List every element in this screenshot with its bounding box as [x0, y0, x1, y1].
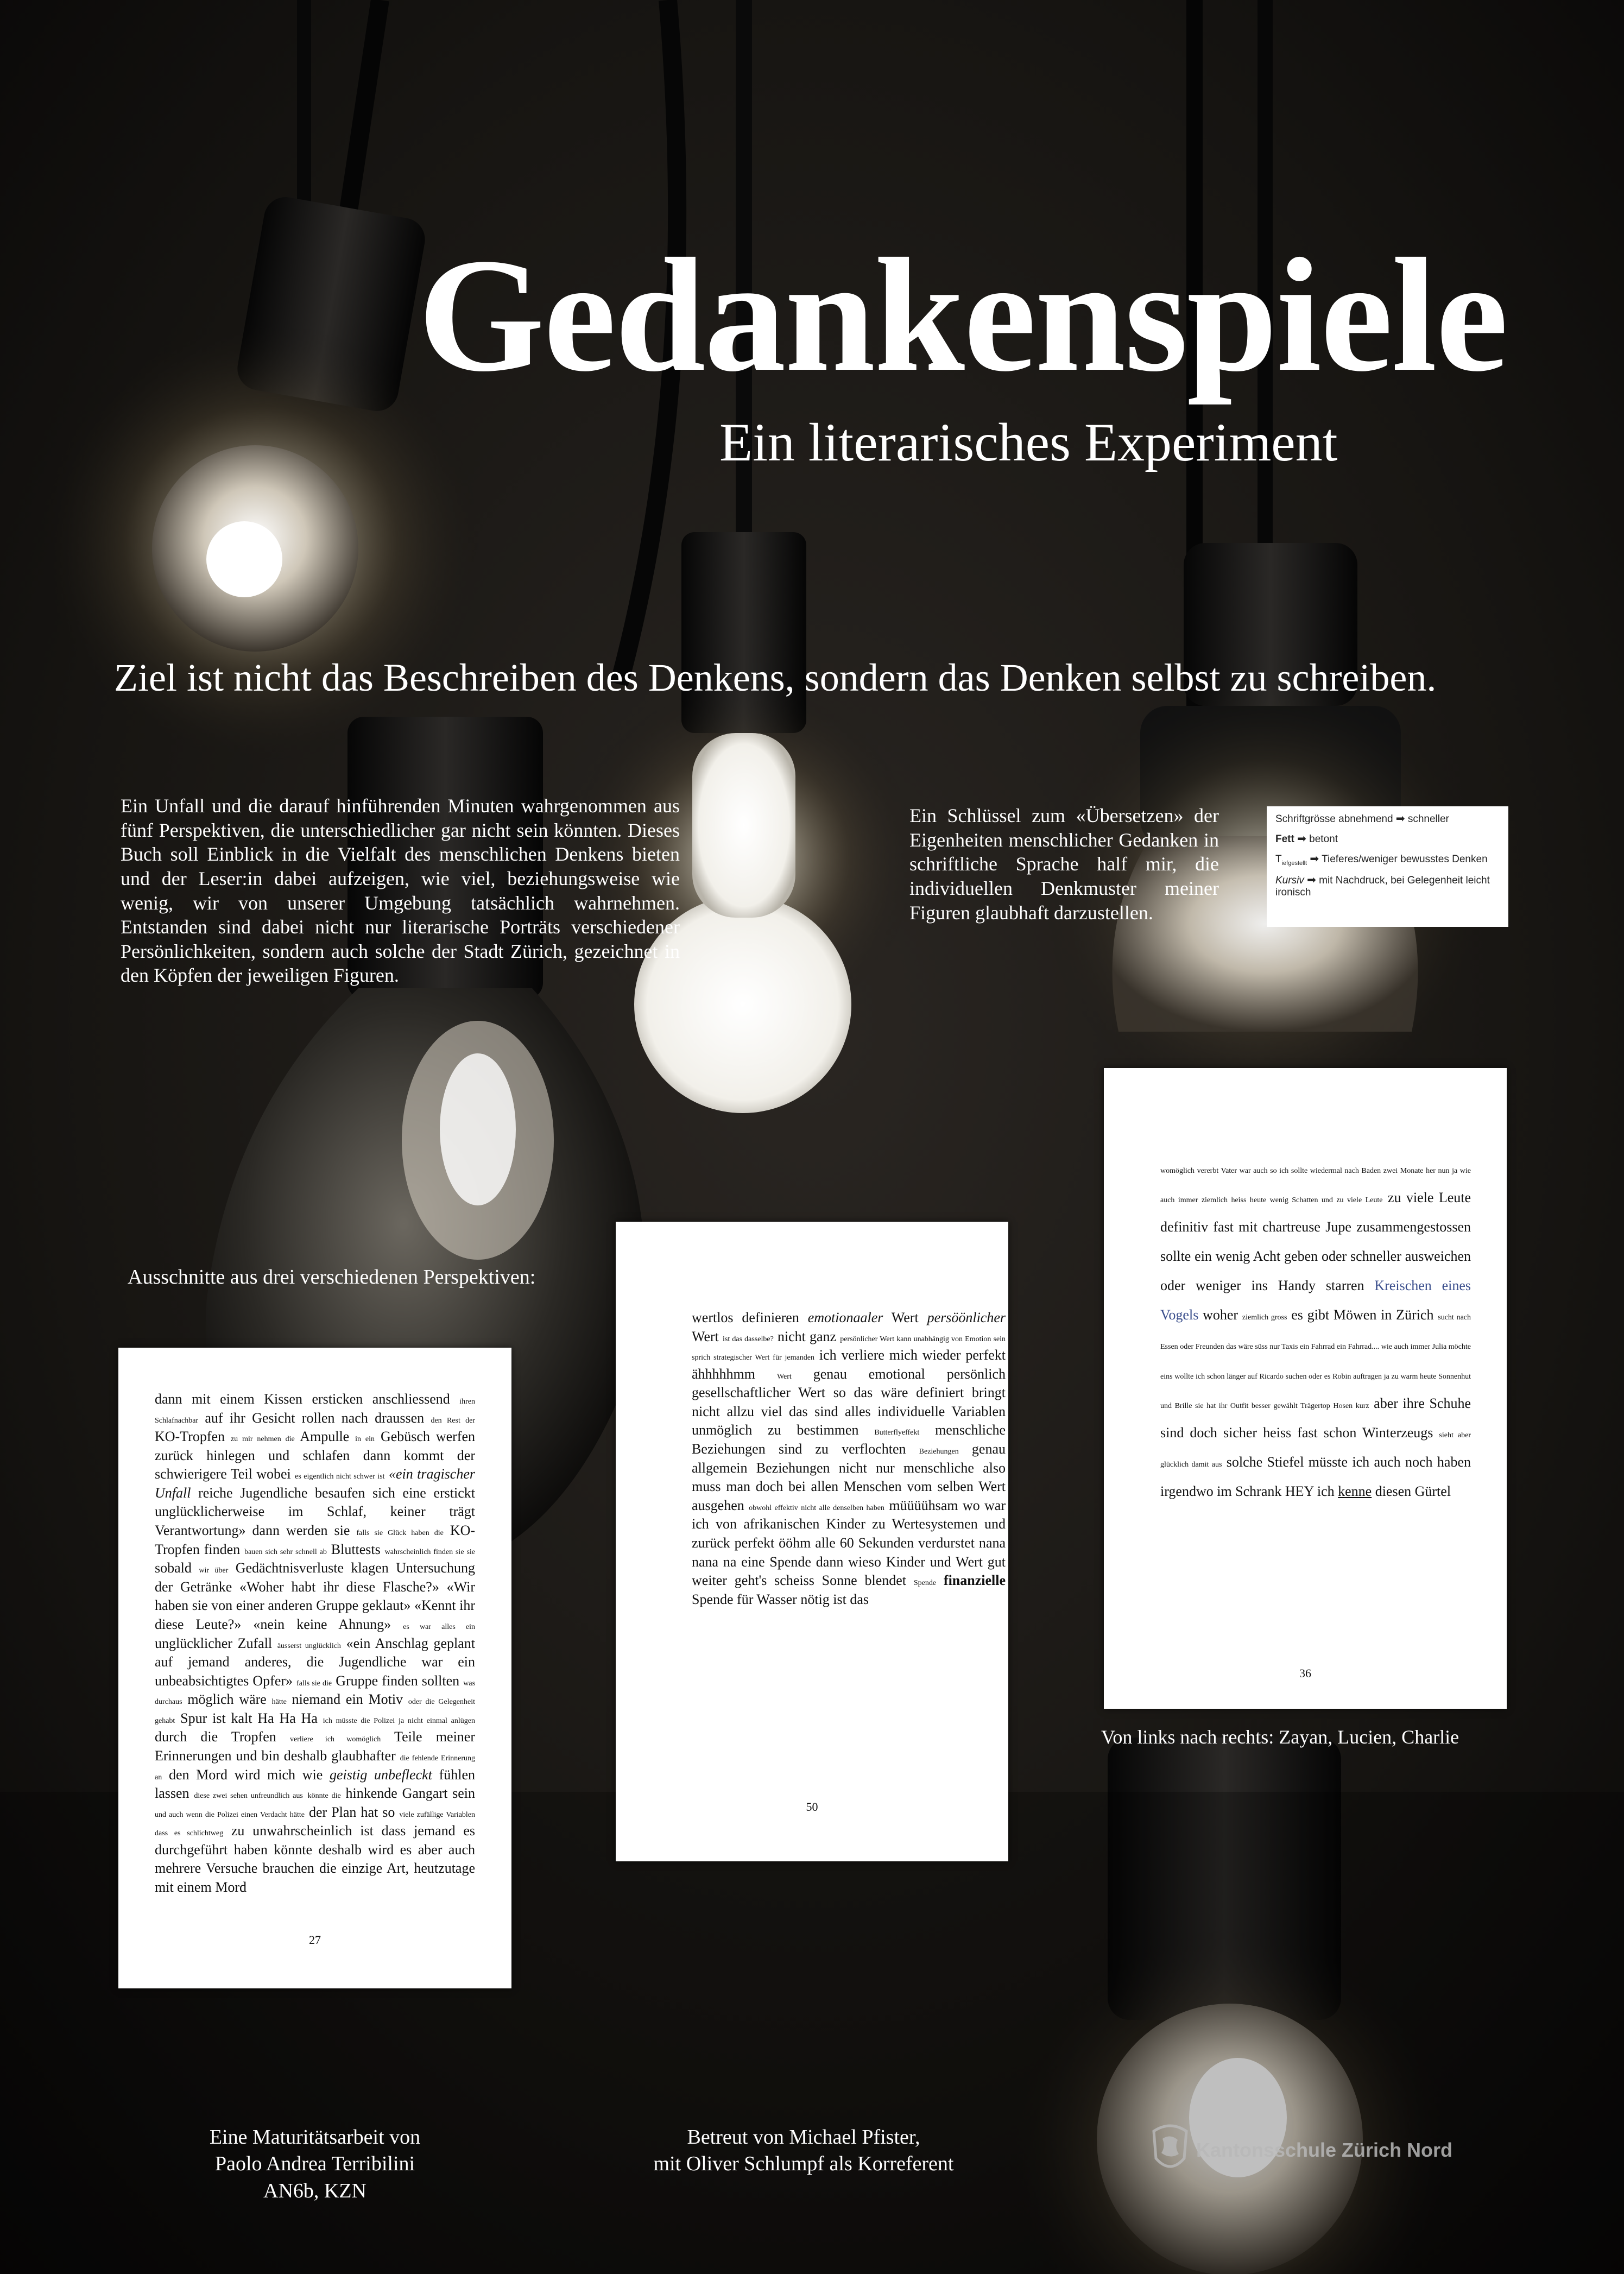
text-run: solche Stiefel müsste ich auch noch haben irgendwo im Schrank HEY ich: [1160, 1454, 1471, 1499]
legend-meaning: schneller: [1407, 813, 1449, 825]
text-run: unglücklicher Zufall: [155, 1635, 273, 1651]
page-number: 27: [309, 1933, 321, 1947]
supervisor-line: Betreut von Michael Pfister,: [687, 2126, 920, 2149]
text-run: Gedächtnisverluste klagen Untersuchung der Getränke «Woher habt ihr diese Flasche?» «Wir haben sie von einer anderen Gruppe geklaut» «Kennt ihr diese Leute?» «nein keine Ahnung»: [155, 1560, 476, 1632]
text-run-small: bauen sich sehr schnell ab: [244, 1547, 327, 1556]
text-run-small: ich müsste die Polizei ja nicht einmal anlügen: [323, 1716, 475, 1725]
excerpts-caption: Ausschnitte aus drei verschiedenen Perspektiven:: [128, 1266, 536, 1288]
page-text: [1160, 1154, 1471, 1506]
text-run-small: oder die Gelegenheit gehabt: [155, 1698, 476, 1725]
text-run-small: und auch wenn die Polizei einen Verdacht hätte: [155, 1810, 305, 1819]
text-run: niemand ein Motiv: [292, 1691, 403, 1708]
text-run-small: Wert: [776, 1372, 792, 1381]
text-run: dann mit einem Kissen ersticken anschliessend: [155, 1391, 450, 1407]
book-page-zayan: [118, 1348, 511, 1988]
legend-label: T: [1275, 854, 1282, 865]
poster-subtitle: Ein literarisches Experiment: [719, 412, 1338, 472]
text-run-small: diese zwei sehen unfreundlich aus: [194, 1792, 303, 1801]
page-text: [692, 1309, 1006, 1609]
text-run-small: viele zufällige Variablen dass es schlichtweg: [155, 1810, 476, 1838]
supervisor-credit: [614, 2124, 994, 2178]
text-run: Gruppe finden sollten: [336, 1672, 460, 1689]
text-run: es gibt Möwen in Zürich: [1291, 1307, 1434, 1323]
text-run-small: ziemlich gross: [1242, 1313, 1287, 1322]
text-run: möglich wäre: [187, 1691, 267, 1708]
legend-meaning: betont: [1309, 833, 1338, 845]
characters-caption: Von links nach rechts: Zayan, Lucien, Charlie: [1101, 1726, 1459, 1748]
text-run: «ein Anschlag geplant auf jemand anderes, die Jugendliche war ein unbeabsichtigtes Opfer»: [155, 1635, 475, 1689]
text-run-small: wir über: [199, 1566, 229, 1575]
text-run: genau emotional persönlich gesellschaftlicher Wert so das wäre definiert bringt nicht allzu viel das sind alles individuelle Variablen unmöglich zu bestimmen: [692, 1366, 1006, 1438]
text-run-small: Butterflyeffekt: [874, 1429, 920, 1437]
text-run-small: sucht nach Essen oder Freunden das wäre süss nur Taxis ein Fahrrad ein Fahrrad.... wie auch immer Julia möchte eins wollte ich schon länger auf Ricardo suchen oder es Robin auftragen ja zu warm heute Sonnenhut und Brille sie hat ihr Outfit besser gewählt Trägertop Hosen kurz: [1160, 1313, 1471, 1410]
text-run-colored: Kreischen eines Vogels: [1160, 1278, 1471, 1323]
text-run-italic: «ein tragischer Unfall: [155, 1466, 475, 1501]
text-run-italic: persöönlicher: [927, 1310, 1006, 1325]
text-run: den Mord wird mich wie: [168, 1766, 323, 1783]
page-text: [155, 1390, 475, 1897]
text-run-small: Beziehungen: [919, 1448, 959, 1456]
text-run: durch die Tropfen: [155, 1729, 276, 1745]
arrow-right-icon: ➡: [1395, 813, 1405, 825]
legend-row-bold: [1275, 833, 1500, 845]
text-run-italic: geistig unbefleckt: [330, 1766, 432, 1783]
page-number: 36: [1299, 1666, 1311, 1680]
text-run-small: äusserst unglücklich: [277, 1641, 341, 1650]
text-run-small: in ein: [355, 1435, 375, 1444]
text-run: Bluttests: [331, 1541, 381, 1557]
text-run-small: obwohl effektiv nicht alle denselben haben: [749, 1504, 884, 1512]
text-run-small: ihren Schlafnachbar: [155, 1398, 475, 1425]
text-run: Spur ist kalt Ha Ha Ha: [180, 1710, 318, 1726]
legend-row-italic: [1275, 874, 1500, 899]
text-run-small: verliere ich womöglich: [289, 1735, 381, 1744]
text-run: der Plan hat so: [308, 1804, 395, 1820]
text-run: aber ihre Schuhe sind doch sicher heiss fast schon Winterzeugs: [1160, 1395, 1471, 1441]
text-run-underlined: kenne: [1338, 1483, 1372, 1499]
text-run: woher: [1203, 1307, 1238, 1323]
text-run-small: hätte: [271, 1698, 287, 1707]
text-run-small: Spende: [913, 1579, 937, 1588]
legend-label: Kursiv: [1275, 875, 1304, 887]
legend-label: Fett: [1275, 833, 1294, 845]
author-credit: [185, 2124, 445, 2204]
co-supervisor-line: mit Oliver Schlumpf als Korreferent: [653, 2152, 954, 2176]
book-page-charlie: [1104, 1068, 1507, 1709]
school-name: Kantonsschule Zürich Nord: [1196, 2139, 1453, 2161]
author-line: Eine Maturitätsarbeit von: [209, 2126, 421, 2149]
text-run: Teile meiner Erinnerungen und bin deshalb glaubhafter: [155, 1729, 475, 1764]
text-run: zu viele Leute definitiv fast mit chartreuse Jupe zusammengestossen sollte ein wenig Acht geben oder schneller ausweichen oder weniger ins Handy starren: [1160, 1190, 1471, 1294]
text-run: Spende für Wasser nötig ist das: [692, 1591, 869, 1607]
author-class: AN6b, KZN: [263, 2179, 366, 2202]
text-run: Gebüsch werfen zurück hinlegen und schlafen dann kommt der schwierigere Teil wobei: [155, 1429, 476, 1482]
legend-meaning: mit Nachdruck, bei Gelegenheit leicht ironisch: [1275, 875, 1490, 899]
text-run: KO-Tropfen: [155, 1429, 225, 1445]
text-run: menschliche Beziehungen sind zu verflochten: [692, 1422, 1006, 1457]
text-run: diesen Gürtel: [1375, 1483, 1451, 1499]
legend-meaning: Tieferes/weniger bewusstes Denken: [1322, 854, 1488, 865]
text-run: zu unwahrscheinlich ist dass jemand es durchgeführt haben könnte deshalb wird es aber auch mehrere Versuche brauchen die einzige Art, heutzutage mit einem Mord: [155, 1823, 476, 1896]
text-run-italic: emotionaaler: [807, 1310, 883, 1325]
legend-label-subscript: iefgestellt: [1281, 860, 1307, 867]
text-run: genau allgemein Beziehungen nicht nur menschliche also muss man doch bei allen Menschen vom selben Wert ausgehen: [692, 1441, 1006, 1513]
text-run-small: wahrscheinlich finden sie sie: [384, 1547, 475, 1556]
arrow-right-icon: ➡: [1297, 833, 1306, 845]
text-run: sobald: [155, 1560, 192, 1576]
poster-title: Gedankenspiele: [418, 225, 1507, 405]
text-run: müüüühsam wo war ich von afrikanischen Kinder zu Wertesystemen und zurück perfekt ööhm alle 60 Sekunden verdurstet nana nana na eine Spende dann wieso Kinder und Wert gut weiter geht's scheiss Sonne blendet: [692, 1497, 1006, 1589]
text-run: hinkende Gangart sein: [345, 1785, 476, 1802]
author-name: Paolo Andrea Terribilini: [214, 2152, 415, 2176]
text-run-small: was durchaus: [155, 1679, 476, 1707]
text-run: Ampulle: [300, 1429, 350, 1445]
text-run-small: es war alles ein: [403, 1622, 476, 1631]
page-number: 50: [806, 1800, 818, 1814]
text-run-small: sieht aber glücklich damit aus: [1160, 1431, 1471, 1469]
text-run-small: es eigentlich nicht schwer ist: [295, 1473, 385, 1481]
text-run: reiche Jugendliche besaufen sich eine erstickt unglücklicherweise im Schlaf, keiner trägt Verantwortung» dann werden sie: [155, 1485, 475, 1539]
text-run-small: zu mir nehmen die: [230, 1435, 295, 1444]
school-logo: [1148, 2120, 1452, 2180]
text-run-small: falls sie Glück haben die: [356, 1529, 444, 1538]
typography-legend: [1267, 806, 1508, 927]
text-run-small: falls sie die: [296, 1679, 332, 1688]
legend-row-subscript: [1275, 853, 1500, 867]
arrow-right-icon: ➡: [1310, 853, 1319, 865]
text-run: nicht ganz: [777, 1328, 837, 1344]
arrow-right-icon: ➡: [1307, 874, 1316, 887]
text-run: auf ihr Gesicht rollen nach draussen: [205, 1410, 425, 1426]
text-run: fühlen lassen: [155, 1766, 476, 1802]
text-run-small: die fehlende Erinnerung an: [155, 1754, 476, 1782]
text-run: ich verliere mich wieder perfekt ähhhhhmm: [692, 1347, 1006, 1382]
text-run-small: den Rest der: [431, 1416, 476, 1425]
book-page-lucien: [616, 1222, 1008, 1861]
text-run: wertlos definieren: [692, 1310, 799, 1325]
text-run: KO-Tropfen finden: [155, 1523, 476, 1557]
text-run-small: könnte die: [307, 1792, 341, 1801]
text-run-small: persönlicher Wert kann unabhängig von Emotion sein sprich strategischer Wert für jemanden: [692, 1335, 1006, 1362]
legend-label: Schriftgrösse abnehmend: [1275, 813, 1393, 825]
key-intro-paragraph: Ein Schlüssel zum «Übersetzen» der Eigenheiten menschlicher Gedanken in schriftliche Sprache half mir, die individuellen Denkmuster meiner Figuren glaubhaft darzustellen.: [909, 805, 1219, 924]
text-run: Wert: [891, 1310, 919, 1325]
poster-tagline: Ziel ist nicht das Beschreiben des Denkens, sondern das Denken selbst zu schreiben.: [114, 656, 1437, 699]
text-run: Wert: [692, 1328, 719, 1344]
lion-crest-icon: [1148, 2120, 1192, 2180]
text-run-small: ist das dasselbe?: [723, 1335, 774, 1343]
legend-row-size: [1275, 813, 1500, 825]
text-run-small: womöglich vererbt Vater war auch so ich sollte wiedermal nach Baden zwei Monate her nun ja wie auch immer ziemlich heiss heute wenig Schatten und zu viele Leute: [1160, 1167, 1471, 1205]
text-run-bold: finanzielle: [943, 1572, 1006, 1589]
intro-paragraph: Ein Unfall und die darauf hinführenden Minuten wahrgenommen aus fünf Perspektiven, die unterschiedlicher gar nicht sein könnten. Dieses Buch soll Einblick in die Vielfalt des menschlichen Denkens bieten und der Leser:in dabei aufzeigen, wie viel, beziehungsweise wie wenig, wir von unserer Umgebung tatsächlich wahrnehmen. Entstanden sind dabei nicht nur literarische Porträts verschiedener Persönlichkeiten, sondern auch solche der Stadt Zürich, gezeichnet in den Köpfen der jeweiligen Figuren.: [121, 795, 680, 987]
